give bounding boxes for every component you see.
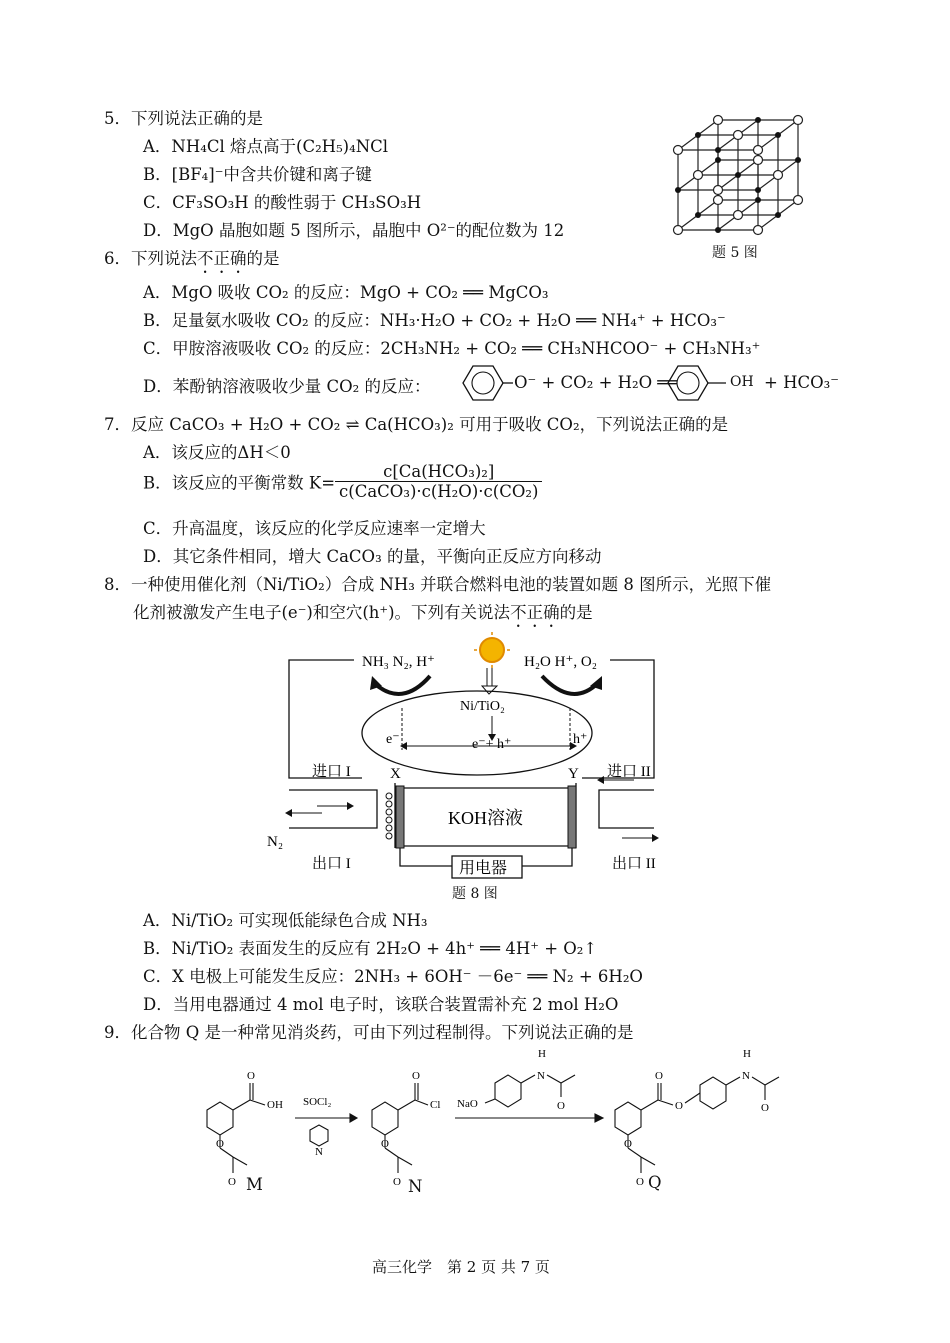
label-n: N: [408, 1177, 423, 1196]
svg-text:N: N: [537, 1070, 545, 1082]
diagram-top-left: NH₃ N₂, H⁺: [362, 654, 435, 670]
benzene-ring-phenol: [664, 358, 730, 408]
svg-text:O: O: [655, 1070, 663, 1082]
q8-option-d: D．当用电器通过 4 mol 电子时，该联合装置需补充 2 mol H₂O: [143, 995, 619, 1014]
diagram-x-label: X: [390, 766, 401, 782]
q8-apparatus-diagram: [262, 628, 682, 883]
q9-reaction-scheme: [195, 1045, 795, 1195]
q7-option-b: B．该反应的平衡常数 K= $\frac{\text{c[Ca(HCO₃)₂]}}{\text{c(CaCO₃)·c(H₂O)·c(CO₂)}}$: [143, 462, 542, 501]
q6-option-d-text: D．苯酚钠溶液吸收少量 CO₂ 的反应：: [143, 377, 431, 396]
q7-option-c: C．升高温度，该反应的化学反应速率一定增大: [143, 519, 486, 538]
q5-option-a: A．NH₄Cl 熔点高于(C₂H₅)₄NCl: [143, 137, 389, 156]
svg-text:O: O: [228, 1176, 236, 1188]
diagram-y-label: Y: [568, 766, 579, 782]
label-q: Q: [648, 1173, 662, 1192]
q8-stem-line2: 化剂被激发产生电子(e⁻)和空穴(h⁺)。下列有关说法不正确的是: [133, 603, 593, 622]
emphasis-not-correct: 不正确: [197, 249, 247, 268]
phenol-oh-label: OH: [730, 374, 754, 390]
svg-text:O: O: [675, 1100, 683, 1112]
diagram-outlet-2: 出口 II: [612, 856, 656, 872]
svg-text:H: H: [538, 1048, 546, 1060]
benzene-ring-phenoxide: [449, 358, 515, 408]
diagram-outlet-1: 出口 I: [312, 856, 351, 872]
q7-stem: 7．反应 CaCO₃ + H₂O + CO₂ ⇌ Ca(HCO₃)₂ 可用于吸收 CO₂，下列说法正确的是: [104, 415, 729, 434]
q5-option-c: C．CF₃SO₃H 的酸性弱于 CH₃SO₃H: [143, 193, 422, 212]
svg-text:N: N: [315, 1146, 323, 1158]
diagram-catalyst: Ni/TiO₂: [460, 699, 505, 714]
diagram-solution: KOH溶液: [448, 808, 523, 828]
q8-option-b: B．Ni/TiO₂ 表面发生的反应有 2H₂O + 4h⁺ ══ 4H⁺ + O₂↑: [143, 939, 598, 958]
svg-text:Cl: Cl: [430, 1099, 441, 1111]
q9-stem: 9．化合物 Q 是一种常见消炎药，可由下列过程制得。下列说法正确的是: [104, 1023, 634, 1042]
q8-option-a: A．Ni/TiO₂ 可实现低能绿色合成 NH₃: [143, 911, 428, 930]
diagram-device: 用电器: [459, 860, 508, 877]
svg-text:H: H: [743, 1048, 751, 1060]
svg-text:O: O: [557, 1100, 565, 1112]
svg-text:O: O: [247, 1070, 255, 1082]
q5-figure-caption: 题 5 图: [712, 245, 758, 261]
diagram-n2: N₂: [267, 834, 284, 850]
svg-text:N: N: [742, 1070, 750, 1082]
diagram-electron: e⁻: [386, 732, 400, 747]
diagram-inlet-2: 进口 II: [607, 764, 651, 780]
q6-option-c: C．甲胺溶液吸收 CO₂ 的反应：2CH₃NH₂ + CO₂ ══ CH₃NHCOO⁻ + CH₃NH₃⁺: [143, 339, 761, 358]
svg-text:O: O: [393, 1176, 401, 1188]
q6-option-d-end: + HCO₃⁻: [764, 373, 839, 392]
emphasis-not-correct: 不正确: [510, 603, 560, 622]
svg-text:O: O: [624, 1138, 632, 1150]
q5-option-d: D．MgO 晶胞如题 5 图所示，晶胞中 O²⁻的配位数为 12: [143, 221, 565, 240]
diagram-top-right: H₂O H⁺, O₂: [524, 654, 597, 670]
q7-option-a: A．该反应的ΔH＜0: [143, 443, 291, 462]
svg-text:O: O: [216, 1138, 224, 1150]
q5-stem: 5．下列说法正确的是: [104, 109, 263, 128]
equilibrium-constant-fraction: $\frac{\text{c[Ca(HCO₃)₂]}}{\text{c(CaCO₃)·c(H₂O)·c(CO₂)}}$: [335, 462, 542, 501]
mgo-crystal-cell-figure: [668, 110, 808, 240]
q6-option-a: A．MgO 吸收 CO₂ 的反应：MgO + CO₂ ══ MgCO₃: [143, 283, 549, 302]
diagram-inlet-1: 进口 I: [312, 764, 351, 780]
q6-option-b: B．足量氨水吸收 CO₂ 的反应：NH₃·H₂O + CO₂ + H₂O ══ NH₄⁺ + HCO₃⁻: [143, 311, 726, 330]
q8-stem-line1: 8．一种使用催化剂（Ni/TiO₂）合成 NH₃ 并联合燃料电池的装置如题 8 图所示，光照下催: [104, 575, 772, 594]
q7-option-d: D．其它条件相同，增大 CaCO₃ 的量，平衡向正反应方向移动: [143, 547, 602, 566]
reagent-socl2: SOCl₂: [303, 1096, 332, 1108]
svg-text:O: O: [381, 1138, 389, 1150]
q5-option-b: B．[BF₄]⁻中含共价键和离子键: [143, 165, 372, 184]
diagram-hole: h⁺: [573, 732, 588, 747]
q8-figure-caption: 题 8 图: [452, 886, 498, 902]
diagram-electron-hole: e⁻+ h⁺: [472, 737, 512, 752]
q8-option-c: C．X 电极上可能发生反应：2NH₃ + 6OH⁻ －6e⁻ ══ N₂ + 6H₂O: [143, 967, 643, 986]
q6-option-d-middle: O⁻ + CO₂ + H₂O ══: [514, 373, 678, 392]
svg-text:O: O: [412, 1070, 420, 1082]
q6-stem: 6．下列说法不正确的是: [104, 249, 280, 268]
reagent-nao: NaO: [457, 1098, 478, 1110]
svg-text:O: O: [761, 1102, 769, 1114]
label-m: M: [246, 1175, 263, 1194]
svg-text:OH: OH: [267, 1099, 283, 1111]
svg-text:O: O: [636, 1176, 644, 1188]
page-footer: 高三化学 第 2 页 共 7 页: [372, 1258, 550, 1276]
